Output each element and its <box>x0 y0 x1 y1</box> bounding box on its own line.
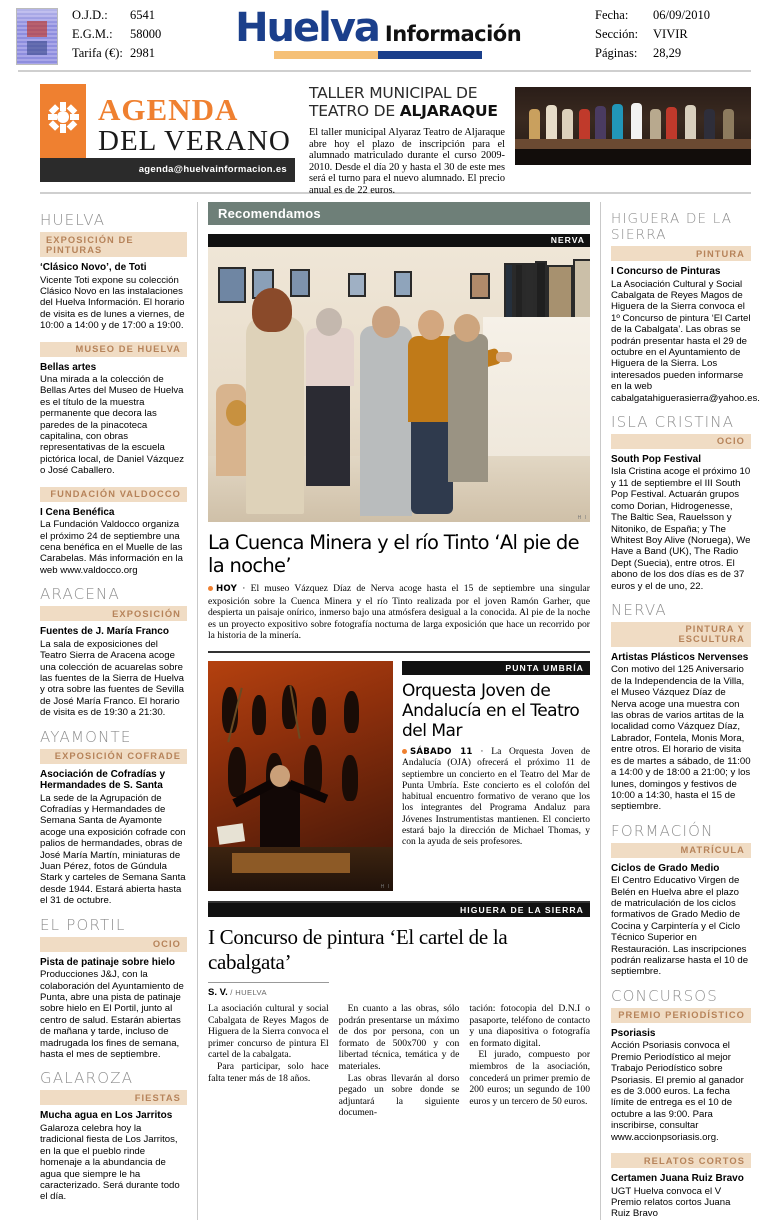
photo-credit: H I <box>380 883 390 890</box>
taller-headline-line1: TALLER MUNICIPAL DE <box>309 84 478 102</box>
left-item-0 <box>40 211 187 332</box>
meta-value-fecha: 06/09/2010 <box>653 8 710 22</box>
city-heading: ARACENA <box>40 585 120 604</box>
bottom-story-col-3 <box>469 982 590 1119</box>
taller-headline-plain: TEATRO DE <box>309 102 400 120</box>
city-heading: GALAROZA <box>40 1069 134 1088</box>
category-tag: EXPOSICIÓN COFRADE <box>40 749 187 764</box>
issue-meta <box>595 6 745 63</box>
right-item-0 <box>611 211 760 404</box>
paragraph: tación: fotocopia del D.N.I o pasaporte, teléfono de contacto y una diapositiva o fotografía en formato digital. <box>469 1002 591 1049</box>
bottom-story-col-2 <box>339 982 460 1119</box>
category-tag: RELATOS CORTOS <box>611 1153 751 1168</box>
paragraph: Las obras llevarán al dorso pegado un sobre donde se adjuntará la siguiente documen- <box>338 1072 460 1119</box>
item-body: La sede de la Agrupación de Cofradías y Hermandades de Semana Santa de Ayamonte acoge una exposición cofrade con palios de hermandades, obras de José María Martín, miniaturas de Juan Pérez, fotos de Gúndula Stark y carteles de Semana Santa desde 1944. Estará abierta hasta el 31 de octubre. <box>40 792 186 907</box>
meta-row-egm <box>72 25 161 44</box>
item-headline: Ciclos de Grado Medio <box>611 862 720 874</box>
item-body: La sala de exposiciones del Teatro Sierra de Aracena acoge una colección de acuarelas sobre las fuentes de la Sierra de Huelva y otra sobre las fuentes de Sevilla de José María Franco. El horario de visita es de 19:30 a 21:30. <box>40 638 184 719</box>
item-body: El Centro Educativo Virgen de Belén en Huelva abre el plazo de matriculación de los ciclos formativos de Grado Medio de Cocina y Carpintería y el Ciclo Técnico Superior en Restauración. Las inscripciones podrán realizarse hasta el 10 de septiembre. <box>611 875 749 978</box>
item-body: UGT Huelva convoca el V Premio relatos cortos Juana Ruiz Bravo <box>611 1185 731 1220</box>
meta-value-egm: 58000 <box>130 27 162 41</box>
bullet-dot-icon <box>402 749 407 754</box>
item-body: Una mirada a la colección de Bellas Artes del Museo de Huelva es el título de la muestra permanente que decora las paredes de la pinacoteca capitalina, con obras representativas de la escuela pictórica local, de Daniel Vázquez o José Caballero. <box>40 374 184 477</box>
meta-key-seccion: Sección: <box>595 27 639 41</box>
item-headline: Mucha agua en Los Jarritos <box>40 1110 173 1122</box>
byline <box>208 982 329 998</box>
logo-color-bars <box>274 51 482 59</box>
lead-story-kicker: HOY <box>216 584 238 594</box>
category-tag: OCIO <box>611 434 751 449</box>
right-item-3 <box>611 822 751 978</box>
meta-row-paginas <box>595 44 745 63</box>
category-tag: EXPOSICIÓN DE PINTURAS <box>40 232 187 257</box>
paragraph: En cuanto a las obras, sólo podrán presentarse un máximo de dos por persona, con un formato de 500x700 y con libertad técnica, temática y de materiales. <box>338 1002 460 1072</box>
logo-main-word: Huelva <box>235 5 379 51</box>
item-headline: ‘Clásico Novo’, de Toti <box>40 262 147 273</box>
category-tag: FUNDACIÓN VALDOCCO <box>40 487 187 502</box>
taller-body: El taller municipal Alyaraz Teatro de Aljaraque abre hoy el plazo de inscripción para el alumnado matriculado durante el curso 2009-2010. Desde el día 20 y hasta el 30 de este mes será el turno para el nuevo alumnado. El precio anual es de 22 euros. <box>309 127 505 196</box>
masthead-divider <box>18 70 751 72</box>
agenda-title-line1: AGENDA <box>98 92 239 127</box>
item-headline: Pista de patinaje sobre hielo <box>40 956 176 968</box>
visitor-figure <box>226 400 248 426</box>
visitor-figure <box>360 326 412 516</box>
meta-value-paginas: 28,29 <box>653 46 682 60</box>
orquesta-kicker: SÁBADO 11 <box>410 746 473 757</box>
item-headline: Certamen Juana Ruiz Bravo <box>611 1173 744 1185</box>
visitor-figure <box>316 308 342 336</box>
meta-row-fecha <box>595 6 745 25</box>
meta-key-tarifa: Tarifa (€): <box>72 46 123 60</box>
lead-story-body: HOY · El museo Vázquez Díaz de Nerva acoge hasta el 15 de septiembre una singular exposición sobre la Cuenca Minera y el río Tinto realizada por el joven Ramón Garher, que despierta un paisaje onírico, inmerso bajo una atmósfera desigual a la conocida. Al pie de la noche es un proyecto expositivo sobre fotografía nocturna de larga exposición que hace un recorrido por la historia de la minería. <box>208 583 590 642</box>
taller-headline <box>309 84 505 120</box>
left-item-5 <box>40 916 187 1061</box>
taller-text-block <box>309 84 505 196</box>
byline-author: S. V. <box>208 986 228 998</box>
item-headline: Bellas artes <box>40 361 97 373</box>
item-headline: South Pop Festival <box>611 453 702 465</box>
item-headline: I Concurso de Pinturas <box>611 266 721 277</box>
photo-credit: H I <box>577 515 587 521</box>
category-tag: PINTURA Y ESCULTURA <box>611 622 751 647</box>
category-tag: MATRÍCULA <box>611 843 751 858</box>
right-item-1 <box>611 413 751 592</box>
item-body: Vicente Toti expone su colección Clásico Novo en las instalaciones del Huelva Información. El horario de visita es de lunes a viernes, de 10:00 a 14:00 y de 17:00 a 19:00. <box>40 274 185 332</box>
city-heading: AYAMONTE <box>40 727 132 746</box>
city-heading: EL PORTIL <box>40 915 126 934</box>
left-item-2 <box>40 487 187 577</box>
lead-story-headline: La Cuenca Minera y el río Tinto ‘Al pie de la noche’ <box>208 531 579 577</box>
category-tag: MUSEO DE HUELVA <box>40 342 187 357</box>
logo-bar-blue <box>378 51 482 59</box>
left-item-3 <box>40 585 187 718</box>
city-heading: FORMACIÓN <box>611 821 714 840</box>
item-body: Isla Cristina acoge el próximo 10 y 11 de septiembre el III South Pop Festival. Actuarán grupos como Dorian, Hidrogenesse, The Baltic Sea, Rauelsson y Nitoniko, de España; y The Whitest Boy Alive (Noruega), We Have a Band (UK), The Radio Dept (Suecia), entre otros. El abono de los dos días es de 37 euros y el de uno, 22. <box>611 466 751 592</box>
logo-bar-orange <box>274 51 378 59</box>
sun-icon <box>50 104 76 130</box>
orquesta-body: SÁBADO 11 · La Orquesta Joven de Andalucía (OJA) ofrecerá el próximo 11 de septiembre un concierto en el Teatro del Mar de Punta Umbría. Este concierto es el colofón del habitual encuentro formativo de verano que los los integrantes del Programa Andaluz para Jóvenes Instrumentistas mantienen. El concierto estará bajo la dirección de Michael Thomas, y con la ayuda de seis profesores. <box>402 746 590 848</box>
agenda-banner <box>40 84 751 196</box>
meta-value-ojd: 6541 <box>130 8 155 22</box>
left-item-4 <box>40 728 187 907</box>
paragraph: La asociación cultural y social Cabalgata de Reyes Magos de Higuera de la Sierra convoca el primer concurso de pintura El cartel de la cabalgata. <box>208 1002 329 1061</box>
meta-row-seccion <box>595 25 745 44</box>
orquesta-text <box>402 661 590 891</box>
publication-logo <box>161 5 595 59</box>
left-column <box>40 202 187 1220</box>
agenda-feature <box>295 84 751 196</box>
visitor-figure <box>496 352 512 362</box>
city-heading: CONCURSOS <box>611 986 719 1005</box>
meta-value-tarifa: 2981 <box>130 46 155 60</box>
item-headline: Fuentes de J. María Franco <box>40 626 169 638</box>
bottom-story-col-1 <box>208 982 329 1119</box>
agenda-logo <box>40 84 295 182</box>
category-tag: PINTURA <box>611 246 751 261</box>
visitor-figure <box>252 288 292 332</box>
circulation-meta <box>72 6 161 63</box>
category-tag: EXPOSICIÓN <box>40 606 187 621</box>
meta-key-egm: E.G.M.: <box>72 27 113 41</box>
newspaper-page-thumbnail <box>16 8 58 65</box>
visitor-figure <box>418 310 444 340</box>
meta-key-fecha: Fecha: <box>595 8 629 22</box>
orquesta-text-body: La Orquesta Joven de Andalucía (OJA) ofrecerá el próximo 11 de septiembre un concierto en el Teatro del Mar de Punta Umbría. Este concierto es el colofón del habitual encuentro formativo de verano que los los integrantes del Programa Andaluz para Jóvenes Instrumentistas mantienen. El concierto estará bajo la dirección de Michael Thomas, y con la ayuda de seis profesores. <box>402 746 590 848</box>
right-item-5 <box>611 1153 751 1220</box>
agenda-title-line2: DEL VERANO <box>98 125 291 157</box>
taller-headline-line2 <box>309 102 505 120</box>
agenda-orange-block <box>40 84 86 158</box>
meta-key-ojd: O.J.D.: <box>72 8 108 22</box>
lead-story-text: El museo Vázquez Díaz de Nerva acoge hasta el 15 de septiembre una singular exposición sobre la Cuenca Minera y el río Tinto realizada por el joven Ramón Garher, que despierta un paisaje onírico, inmerso bajo una atmósfera desigual a la conocida. Al pie de la noche es un proyecto expositivo sobre fotografía nocturna de larga exposición que hace un recorrido por la historia de la minería. <box>208 583 590 642</box>
right-item-2 <box>611 601 751 813</box>
left-item-6 <box>40 1069 187 1202</box>
visitor-figure <box>454 314 480 342</box>
taller-headline-bold: ALJARAQUE <box>399 102 498 120</box>
agenda-email[interactable]: agenda@huelvainformacion.es <box>40 158 295 182</box>
art-gallery-visitors-photo <box>208 234 590 522</box>
story-divider <box>208 651 590 653</box>
masthead <box>0 0 769 66</box>
item-body: La Asociación Cultural y Social Cabalgata de Reyes Magos de Higuera de la Sierra convoca el 1º Concurso de pintura ‘El Cartel de la Cabalgata’. Las obras se podrán presentar hasta el 29 de octubre en el Ayuntamiento de Higuera de la Sierra. Los interesados pueden informarse en la web cabalgatahiguerasierra@yahoo.es. <box>611 278 760 404</box>
byline-place: / HUELVA <box>230 987 267 997</box>
content-columns <box>40 202 760 1220</box>
paragraph: Para participar, solo hace falta tener más de 18 años. <box>208 1060 329 1084</box>
item-headline: Artistas Plásticos Nervenses <box>611 651 749 663</box>
visitor-figure <box>448 334 488 482</box>
theatre-group-photo <box>515 87 751 165</box>
meta-row-tarifa <box>72 44 161 63</box>
category-tag: FIESTAS <box>40 1090 187 1105</box>
photo-location-label: NERVA <box>550 235 585 245</box>
item-headline: Asociación de Cofradías y Hermandades de S. Santa <box>40 768 166 792</box>
logo-sub-word: Información <box>384 22 522 46</box>
city-heading: NERVA <box>611 600 667 619</box>
orquesta-headline: Orquesta Joven de Andalucía en el Teatro del Mar <box>402 680 580 741</box>
bottom-story-text <box>339 1003 460 1119</box>
item-body: Galaroza celebra hoy la tradicional fiesta de Los Jarritos, en la que el pueblo rinde homenaje a la abundancia de agua que siempre le ha caracterizado. Será durante todo el día. <box>40 1122 180 1203</box>
item-body: Con motivo del 125 Aniversario de la Independencia de la Villa, el Museo Vázquez Díaz de Nerva acoge una muestra con las obras de varios artitas de la localidad como Vázquez Díaz, Labrador, Fontela, Monis Mora, entre otros. El horario de visita es de martes a sábado, de 11:00 a 14:00 y de 18:00 a 21:00; y los lunes, domingos y festivos de 10:00 a 14:30, hasta el 15 de septiembre. <box>611 664 751 813</box>
meta-value-seccion: VIVIR <box>653 27 688 41</box>
orquesta-story <box>208 661 590 891</box>
city-heading: ISLA CRISTINA <box>611 412 735 431</box>
agenda-title <box>98 94 291 157</box>
left-item-1 <box>40 342 187 477</box>
item-headline: Psoriasis <box>611 1027 656 1039</box>
bottom-story-headline: I Concurso de pintura ‘El cartel de la cabalgata’ <box>208 924 508 974</box>
section-header-recomendamos: Recomendamos <box>208 202 590 225</box>
item-body: Producciones J&J, con la colaboración del Ayuntamiento de Punta, abre una pista de patinaje sobre hielo en El Portil, junto al centro de salud. Estarán abiertas de mañana y tarde, incluso de madrugada los fines de semana, hasta el mes de septiembre. <box>40 969 184 1060</box>
visitor-figure <box>246 316 304 514</box>
item-body: La Fundación Valdocco organiza el próximo 24 de septiembre una cena benéfica en el Muelle de las Carabelas. Más información en la web www.valdocco.org <box>40 519 183 576</box>
right-column <box>611 202 760 1220</box>
paragraph: El jurado, compuesto por miembros de la asociación, concederá un primer premio de 200 euros; un segundo de 100 euros y un tercero de 50 euros. <box>469 1049 591 1107</box>
bottom-story-text <box>469 1003 590 1107</box>
visitor-figure <box>372 306 400 338</box>
item-headline: I Cena Benéfica <box>40 506 115 518</box>
visitor-figure <box>411 412 453 514</box>
bullet-dot-icon <box>208 586 213 591</box>
logo-text-line <box>235 5 522 51</box>
item-body: Acción Psoriasis convoca el Premio Periodístico al mejor Trabajo Periodístico sobre Psoriasis. El premio al ganador es de 3.000 euros. La fecha límite de entrega es el 10 de octubre a las 9:00. Para inscribirse, consultar www.accionpsoriasis.org. <box>611 1040 744 1143</box>
orchestra-concert-photo <box>208 661 393 891</box>
category-tag: PREMIO PERIODÍSTICO <box>611 1008 751 1023</box>
right-item-4 <box>611 987 751 1143</box>
city-heading: HIGUERA DE LA SIERRA <box>611 211 733 243</box>
visitor-figure <box>216 384 246 476</box>
bottom-story-text <box>208 1003 329 1084</box>
city-heading: HUELVA <box>40 211 106 229</box>
middle-column <box>197 202 601 1220</box>
location-label: PUNTA UMBRÍA <box>402 661 590 675</box>
visitor-figure <box>306 328 354 386</box>
location-label: HIGUERA DE LA SIERRA <box>208 903 590 917</box>
category-tag: OCIO <box>40 937 187 952</box>
meta-row-ojd <box>72 6 161 25</box>
meta-key-paginas: Páginas: <box>595 46 638 60</box>
bottom-story-columns <box>208 982 590 1119</box>
